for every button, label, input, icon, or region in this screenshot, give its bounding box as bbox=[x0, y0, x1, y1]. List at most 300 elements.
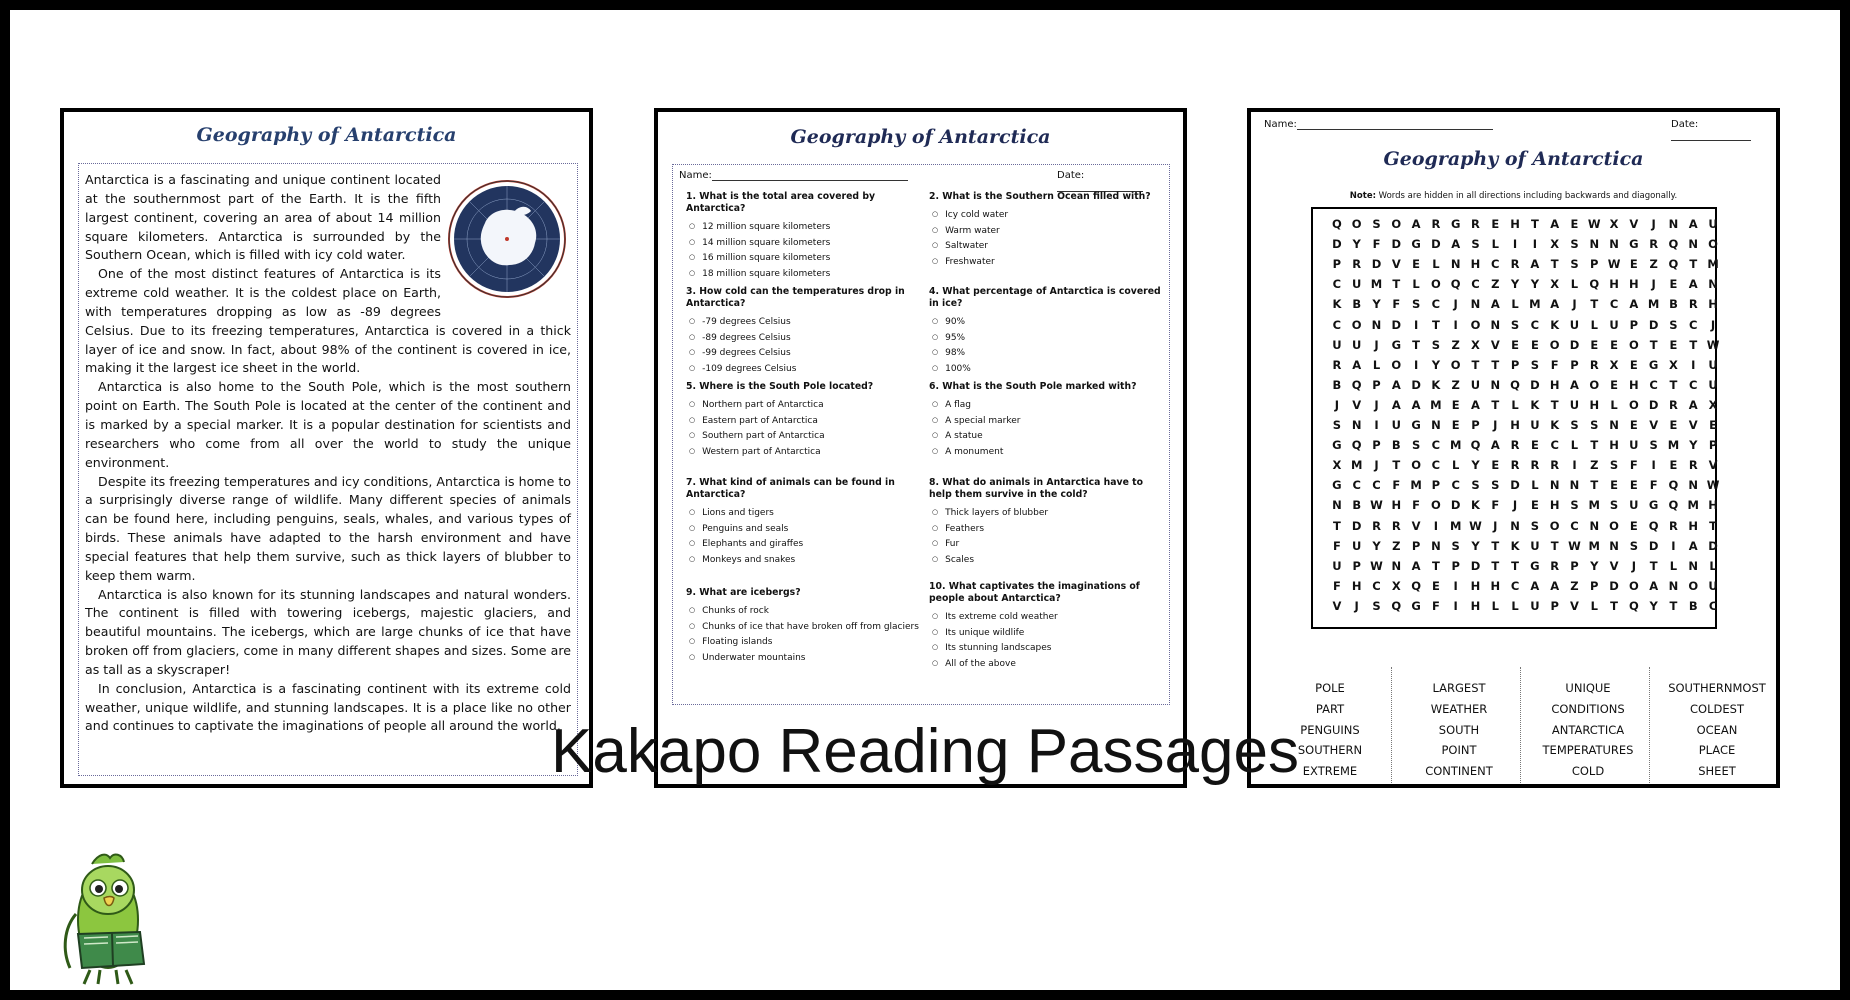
grid-letter[interactable]: E bbox=[1610, 377, 1618, 392]
grid-letter[interactable]: N bbox=[1351, 418, 1362, 432]
grid-letter[interactable]: P bbox=[1411, 538, 1421, 553]
grid-letter[interactable]: T bbox=[1471, 357, 1480, 372]
answer-option[interactable]: ○ Scales bbox=[932, 553, 1165, 569]
grid-letter[interactable]: D bbox=[1569, 337, 1580, 352]
answer-option[interactable]: ○ -109 degrees Celsius bbox=[689, 362, 922, 378]
grid-letter[interactable]: G bbox=[1391, 337, 1402, 352]
grid-letter[interactable]: O bbox=[1391, 357, 1402, 372]
grid-letter[interactable]: J bbox=[1374, 458, 1379, 473]
grid-letter[interactable]: A bbox=[1411, 558, 1421, 573]
grid-letter[interactable]: E bbox=[1629, 257, 1638, 272]
grid-letter[interactable]: F bbox=[1392, 297, 1401, 312]
grid-letter[interactable]: C bbox=[1609, 297, 1619, 312]
grid-letter[interactable]: I bbox=[1651, 458, 1656, 473]
grid-letter[interactable]: J bbox=[1493, 418, 1498, 432]
answer-option[interactable]: ○ A monument bbox=[932, 445, 1165, 461]
grid-letter[interactable]: B bbox=[1391, 438, 1401, 453]
grid-letter[interactable]: S bbox=[1590, 418, 1599, 432]
grid-letter[interactable]: C bbox=[1431, 297, 1441, 312]
grid-letter[interactable]: Q bbox=[1391, 598, 1402, 613]
grid-letter[interactable]: I bbox=[1572, 458, 1577, 473]
grid-letter[interactable]: N bbox=[1391, 558, 1402, 573]
grid-letter[interactable]: M bbox=[1687, 498, 1699, 513]
grid-letter[interactable]: W bbox=[1568, 538, 1581, 553]
answer-option[interactable]: ○ 90% bbox=[932, 315, 1165, 331]
answer-option[interactable]: ○ Chunks of rock bbox=[689, 604, 922, 620]
grid-letter[interactable]: B bbox=[1669, 297, 1678, 312]
grid-letter[interactable]: I bbox=[1671, 538, 1676, 553]
grid-letter[interactable]: P bbox=[1451, 558, 1460, 573]
grid-letter[interactable]: Z bbox=[1590, 458, 1599, 473]
grid-letter[interactable]: F bbox=[1649, 478, 1658, 493]
grid-letter[interactable]: J bbox=[1631, 558, 1636, 573]
grid-letter[interactable]: D bbox=[1530, 377, 1540, 392]
grid-letter[interactable]: A bbox=[1550, 217, 1560, 231]
grid-letter[interactable]: W bbox=[1469, 518, 1482, 533]
grid-letter[interactable]: Z bbox=[1570, 578, 1579, 593]
grid-letter[interactable]: H bbox=[1510, 217, 1520, 231]
grid-letter[interactable]: S bbox=[1609, 498, 1619, 513]
answer-option[interactable]: ○ 100% bbox=[932, 362, 1165, 378]
grid-letter[interactable]: I bbox=[1453, 317, 1458, 332]
grid-letter[interactable]: E bbox=[1629, 357, 1638, 372]
grid-letter[interactable]: J bbox=[1374, 397, 1379, 412]
grid-letter[interactable]: N bbox=[1431, 538, 1441, 553]
grid-letter[interactable]: Y bbox=[1510, 277, 1520, 292]
grid-letter[interactable]: C bbox=[1431, 458, 1441, 473]
grid-letter[interactable]: M bbox=[1647, 297, 1660, 312]
grid-letter[interactable]: T bbox=[1431, 558, 1440, 573]
answer-option[interactable]: ○ A statue bbox=[932, 429, 1165, 445]
grid-letter[interactable]: P bbox=[1708, 438, 1718, 453]
grid-letter[interactable]: R bbox=[1550, 458, 1560, 473]
grid-letter[interactable]: E bbox=[1629, 418, 1638, 432]
grid-letter[interactable]: H bbox=[1609, 438, 1619, 453]
grid-letter[interactable]: U bbox=[1530, 538, 1540, 553]
grid-letter[interactable]: D bbox=[1609, 578, 1619, 593]
grid-letter[interactable]: A bbox=[1688, 538, 1698, 553]
grid-letter[interactable]: I bbox=[1413, 317, 1419, 332]
grid-letter[interactable]: P bbox=[1352, 558, 1361, 573]
grid-letter[interactable]: O bbox=[1708, 237, 1718, 252]
grid-letter[interactable]: N bbox=[1490, 377, 1501, 392]
grid-letter[interactable]: M bbox=[1449, 518, 1462, 533]
grid-letter[interactable]: F bbox=[1372, 237, 1381, 252]
grid-letter[interactable]: A bbox=[1411, 217, 1421, 231]
grid-letter[interactable]: Y bbox=[1649, 598, 1658, 613]
grid-letter[interactable]: N bbox=[1371, 317, 1382, 332]
grid-letter[interactable]: J bbox=[1651, 217, 1656, 231]
grid-letter[interactable]: N bbox=[1549, 478, 1560, 493]
grid-letter[interactable]: L bbox=[1590, 598, 1598, 613]
grid-letter[interactable]: G bbox=[1648, 357, 1659, 372]
answer-option[interactable]: ○ -99 degrees Celsius bbox=[689, 346, 922, 362]
grid-letter[interactable]: U bbox=[1629, 498, 1639, 513]
grid-letter[interactable]: S bbox=[1669, 317, 1678, 332]
grid-letter[interactable]: X bbox=[1391, 578, 1401, 593]
grid-letter[interactable]: R bbox=[1688, 458, 1698, 473]
grid-letter[interactable]: T bbox=[1530, 217, 1539, 231]
grid-letter[interactable]: Q bbox=[1450, 277, 1461, 292]
grid-letter[interactable]: E bbox=[1590, 337, 1599, 352]
grid-letter[interactable]: C bbox=[1451, 478, 1460, 493]
grid-letter[interactable]: A bbox=[1550, 297, 1560, 312]
grid-letter[interactable]: A bbox=[1688, 217, 1698, 231]
grid-letter[interactable]: O bbox=[1430, 498, 1441, 513]
grid-letter[interactable]: S bbox=[1471, 478, 1480, 493]
answer-option[interactable]: ○ Its stunning landscapes bbox=[932, 641, 1165, 657]
grid-letter[interactable]: A bbox=[1391, 377, 1401, 392]
grid-letter[interactable]: V bbox=[1352, 397, 1362, 412]
grid-letter[interactable]: R bbox=[1530, 458, 1540, 473]
grid-letter[interactable]: N bbox=[1569, 478, 1580, 493]
grid-letter[interactable]: R bbox=[1391, 518, 1401, 533]
grid-letter[interactable]: L bbox=[1511, 397, 1519, 412]
grid-letter[interactable]: E bbox=[1491, 217, 1500, 231]
grid-letter[interactable]: U bbox=[1569, 317, 1580, 332]
grid-letter[interactable]: O bbox=[1628, 337, 1639, 352]
grid-letter[interactable]: T bbox=[1491, 558, 1500, 573]
answer-option[interactable]: ○ 16 million square kilometers bbox=[689, 251, 922, 267]
answer-option[interactable]: ○ Thick layers of blubber bbox=[932, 506, 1165, 522]
grid-letter[interactable]: J bbox=[1374, 337, 1379, 352]
grid-letter[interactable]: S bbox=[1491, 478, 1500, 493]
grid-letter[interactable]: A bbox=[1490, 297, 1500, 312]
grid-letter[interactable]: P bbox=[1332, 257, 1342, 272]
grid-letter[interactable]: J bbox=[1512, 498, 1518, 513]
answer-option[interactable]: ○ Northern part of Antarctica bbox=[689, 398, 922, 414]
grid-letter[interactable]: E bbox=[1431, 578, 1440, 593]
grid-letter[interactable]: M bbox=[1410, 478, 1422, 493]
grid-letter[interactable]: G bbox=[1648, 498, 1659, 513]
grid-letter[interactable]: Q bbox=[1411, 578, 1421, 593]
grid-letter[interactable]: C bbox=[1332, 317, 1342, 332]
grid-letter[interactable]: N bbox=[1708, 277, 1718, 292]
grid-letter[interactable]: M bbox=[1529, 297, 1541, 312]
grid-letter[interactable]: I bbox=[1512, 237, 1518, 252]
grid-letter[interactable]: D bbox=[1510, 478, 1520, 493]
answer-option[interactable]: ○ Feathers bbox=[932, 522, 1165, 538]
grid-letter[interactable]: T bbox=[1511, 558, 1519, 573]
grid-letter[interactable]: A bbox=[1530, 578, 1540, 593]
grid-letter[interactable]: S bbox=[1510, 317, 1520, 332]
grid-letter[interactable]: E bbox=[1451, 397, 1460, 412]
grid-letter[interactable]: T bbox=[1392, 277, 1401, 292]
grid-letter[interactable]: I bbox=[1433, 518, 1439, 533]
grid-letter[interactable]: U bbox=[1332, 337, 1342, 352]
grid-letter[interactable]: S bbox=[1530, 357, 1540, 372]
grid-letter[interactable]: O bbox=[1470, 317, 1481, 332]
grid-letter[interactable]: E bbox=[1669, 418, 1678, 432]
grid-letter[interactable]: T bbox=[1412, 337, 1421, 352]
grid-letter[interactable]: J bbox=[1354, 598, 1359, 613]
grid-letter[interactable]: W bbox=[1370, 498, 1383, 513]
grid-letter[interactable]: T bbox=[1550, 257, 1559, 272]
grid-letter[interactable]: Z bbox=[1649, 257, 1658, 272]
grid-letter[interactable]: F bbox=[1431, 598, 1440, 613]
grid-letter[interactable]: H bbox=[1470, 578, 1481, 593]
grid-letter[interactable]: P bbox=[1372, 377, 1381, 392]
grid-letter[interactable]: L bbox=[1709, 558, 1717, 573]
grid-letter[interactable]: V bbox=[1332, 598, 1342, 613]
grid-letter[interactable]: T bbox=[1610, 598, 1618, 613]
grid-letter[interactable]: R bbox=[1471, 217, 1480, 231]
grid-letter[interactable]: I bbox=[1413, 357, 1419, 372]
grid-letter[interactable]: Q bbox=[1589, 277, 1600, 292]
grid-letter[interactable]: O bbox=[1609, 518, 1619, 533]
grid-letter[interactable]: F bbox=[1412, 498, 1421, 513]
answer-option[interactable]: ○ 12 million square kilometers bbox=[689, 220, 922, 236]
grid-letter[interactable]: X bbox=[1708, 397, 1718, 412]
grid-letter[interactable]: P bbox=[1471, 418, 1480, 432]
grid-letter[interactable]: E bbox=[1511, 337, 1519, 352]
grid-letter[interactable]: H bbox=[1589, 397, 1600, 412]
grid-letter[interactable]: W bbox=[1587, 217, 1601, 231]
grid-letter[interactable]: Y bbox=[1471, 538, 1480, 553]
grid-letter[interactable]: F bbox=[1392, 478, 1401, 493]
grid-letter[interactable]: E bbox=[1669, 458, 1678, 473]
grid-letter[interactable]: V bbox=[1490, 337, 1500, 352]
grid-letter[interactable]: A bbox=[1530, 257, 1540, 272]
grid-letter[interactable]: H bbox=[1470, 598, 1481, 613]
grid-letter[interactable]: E bbox=[1669, 277, 1678, 292]
grid-letter[interactable]: H bbox=[1470, 257, 1481, 272]
grid-letter[interactable]: A bbox=[1688, 277, 1698, 292]
grid-letter[interactable]: C bbox=[1372, 478, 1381, 493]
grid-letter[interactable]: J bbox=[1710, 317, 1716, 332]
grid-letter[interactable]: T bbox=[1649, 337, 1658, 352]
grid-letter[interactable]: Z bbox=[1491, 277, 1500, 292]
grid-letter[interactable]: S bbox=[1411, 297, 1421, 312]
grid-letter[interactable]: E bbox=[1610, 337, 1618, 352]
grid-letter[interactable]: W bbox=[1607, 257, 1621, 272]
grid-letter[interactable]: Q bbox=[1470, 438, 1481, 453]
grid-letter[interactable]: R bbox=[1669, 397, 1678, 412]
grid-letter[interactable]: R bbox=[1510, 257, 1520, 272]
grid-letter[interactable]: K bbox=[1332, 297, 1342, 312]
grid-letter[interactable]: R bbox=[1649, 237, 1659, 252]
grid-letter[interactable]: O bbox=[1628, 578, 1639, 593]
grid-letter[interactable]: M bbox=[1667, 438, 1680, 453]
grid-letter[interactable]: L bbox=[1491, 237, 1499, 252]
answer-option[interactable]: ○ Eastern part of Antarctica bbox=[689, 414, 922, 430]
grid-letter[interactable]: N bbox=[1609, 418, 1619, 432]
grid-letter[interactable]: P bbox=[1629, 317, 1639, 332]
grid-letter[interactable]: T bbox=[1709, 518, 1717, 533]
grid-letter[interactable]: O bbox=[1589, 377, 1600, 392]
grid-letter[interactable]: C bbox=[1332, 277, 1342, 292]
grid-letter[interactable]: H bbox=[1688, 518, 1699, 533]
grid-letter[interactable]: A bbox=[1649, 578, 1659, 593]
grid-letter[interactable]: D bbox=[1371, 257, 1382, 272]
grid-letter[interactable]: V bbox=[1570, 598, 1579, 613]
grid-letter[interactable]: D bbox=[1648, 317, 1659, 332]
grid-letter[interactable]: P bbox=[1510, 357, 1520, 372]
grid-letter[interactable]: R bbox=[1688, 297, 1698, 312]
grid-letter[interactable]: S bbox=[1609, 458, 1619, 473]
grid-letter[interactable]: B bbox=[1352, 498, 1362, 513]
grid-letter[interactable]: C bbox=[1372, 578, 1381, 593]
grid-letter[interactable]: H bbox=[1609, 277, 1619, 292]
grid-letter[interactable]: O bbox=[1688, 578, 1699, 593]
grid-letter[interactable]: N bbox=[1609, 538, 1619, 553]
grid-letter[interactable]: E bbox=[1412, 257, 1421, 272]
grid-letter[interactable]: U bbox=[1391, 418, 1401, 432]
grid-letter[interactable]: K bbox=[1431, 377, 1441, 392]
grid-letter[interactable]: Y bbox=[1372, 538, 1381, 553]
grid-letter[interactable]: F bbox=[1332, 538, 1341, 553]
grid-letter[interactable]: I bbox=[1532, 237, 1537, 252]
grid-letter[interactable]: M bbox=[1449, 438, 1462, 453]
grid-letter[interactable]: N bbox=[1431, 418, 1441, 432]
grid-letter[interactable]: L bbox=[1610, 397, 1618, 412]
grid-letter[interactable]: R bbox=[1510, 438, 1520, 453]
answer-option[interactable]: ○ Western part of Antarctica bbox=[689, 445, 922, 461]
grid-letter[interactable]: J bbox=[1651, 277, 1656, 292]
grid-letter[interactable]: T bbox=[1590, 438, 1599, 453]
grid-letter[interactable]: U bbox=[1530, 598, 1540, 613]
grid-letter[interactable]: S bbox=[1471, 237, 1480, 252]
grid-letter[interactable]: P bbox=[1431, 478, 1441, 493]
grid-letter[interactable]: B bbox=[1332, 377, 1342, 392]
grid-letter[interactable]: Q bbox=[1351, 377, 1362, 392]
grid-letter[interactable]: S bbox=[1629, 538, 1638, 553]
grid-letter[interactable]: U bbox=[1629, 438, 1639, 453]
grid-letter[interactable]: F bbox=[1550, 357, 1559, 372]
grid-letter[interactable]: Z bbox=[1392, 538, 1401, 553]
grid-letter[interactable]: W bbox=[1370, 558, 1383, 573]
grid-letter[interactable]: G bbox=[1450, 217, 1461, 231]
grid-letter[interactable]: C bbox=[1530, 317, 1540, 332]
grid-letter[interactable]: R bbox=[1431, 217, 1441, 231]
grid-letter[interactable]: S bbox=[1372, 598, 1381, 613]
grid-letter[interactable]: C bbox=[1689, 377, 1698, 392]
grid-letter[interactable]: A bbox=[1391, 397, 1401, 412]
grid-letter[interactable]: F bbox=[1332, 578, 1341, 593]
grid-letter[interactable]: N bbox=[1668, 217, 1679, 231]
grid-letter[interactable]: B bbox=[1352, 297, 1362, 312]
grid-letter[interactable]: P bbox=[1372, 438, 1381, 453]
grid-letter[interactable]: L bbox=[1491, 598, 1499, 613]
answer-option[interactable]: ○ All of the above bbox=[932, 657, 1165, 673]
grid-letter[interactable]: W bbox=[1706, 478, 1720, 493]
grid-letter[interactable]: S bbox=[1570, 498, 1579, 513]
grid-letter[interactable]: S bbox=[1530, 518, 1540, 533]
grid-letter[interactable]: L bbox=[1531, 478, 1539, 493]
grid-letter[interactable]: Q bbox=[1668, 478, 1679, 493]
grid-letter[interactable]: C bbox=[1491, 257, 1500, 272]
grid-letter[interactable]: E bbox=[1709, 418, 1717, 432]
grid-letter[interactable]: G bbox=[1530, 558, 1540, 573]
grid-letter[interactable]: X bbox=[1471, 337, 1480, 352]
answer-option[interactable]: ○ A flag bbox=[932, 398, 1165, 414]
grid-letter[interactable]: H bbox=[1549, 498, 1560, 513]
grid-letter[interactable]: O bbox=[1628, 397, 1639, 412]
grid-letter[interactable]: E bbox=[1530, 438, 1539, 453]
grid-letter[interactable]: H bbox=[1708, 297, 1718, 312]
grid-letter[interactable]: Z bbox=[1451, 337, 1460, 352]
grid-letter[interactable]: S bbox=[1451, 538, 1460, 553]
grid-letter[interactable]: T bbox=[1669, 598, 1678, 613]
answer-option[interactable]: ○ 18 million square kilometers bbox=[689, 267, 922, 283]
grid-letter[interactable]: U bbox=[1352, 538, 1362, 553]
grid-letter[interactable]: R bbox=[1589, 357, 1599, 372]
grid-letter[interactable]: S bbox=[1431, 337, 1441, 352]
answer-option[interactable]: ○ -89 degrees Celsius bbox=[689, 331, 922, 347]
grid-letter[interactable]: V bbox=[1391, 257, 1401, 272]
grid-letter[interactable]: A bbox=[1411, 397, 1421, 412]
answer-option[interactable]: ○ Elephants and giraffes bbox=[689, 537, 922, 553]
grid-letter[interactable]: M bbox=[1588, 498, 1600, 513]
grid-letter[interactable]: L bbox=[1570, 438, 1579, 453]
grid-letter[interactable]: P bbox=[1570, 558, 1579, 573]
grid-letter[interactable]: N bbox=[1332, 498, 1342, 513]
answer-option[interactable]: ○ -79 degrees Celsius bbox=[689, 315, 922, 331]
grid-letter[interactable]: E bbox=[1629, 478, 1638, 493]
grid-letter[interactable]: M bbox=[1350, 458, 1363, 473]
grid-letter[interactable]: A bbox=[1629, 297, 1639, 312]
grid-letter[interactable]: H bbox=[1629, 277, 1639, 292]
grid-letter[interactable]: D bbox=[1648, 397, 1659, 412]
grid-letter[interactable]: L bbox=[1412, 277, 1420, 292]
grid-letter[interactable]: N bbox=[1688, 558, 1699, 573]
grid-letter[interactable]: G bbox=[1411, 237, 1421, 252]
grid-letter[interactable]: D bbox=[1411, 377, 1421, 392]
answer-option[interactable]: ○ Fur bbox=[932, 537, 1165, 553]
grid-letter[interactable]: S bbox=[1649, 438, 1658, 453]
grid-letter[interactable]: T bbox=[1491, 397, 1500, 412]
grid-letter[interactable]: Y bbox=[1372, 297, 1381, 312]
grid-letter[interactable]: N bbox=[1470, 297, 1481, 312]
grid-letter[interactable]: E bbox=[1491, 458, 1500, 473]
grid-letter[interactable]: G bbox=[1332, 438, 1342, 453]
grid-letter[interactable]: U bbox=[1708, 578, 1718, 593]
grid-letter[interactable]: R bbox=[1332, 357, 1342, 372]
grid-letter[interactable]: P bbox=[1590, 257, 1599, 272]
grid-letter[interactable]: N bbox=[1589, 237, 1600, 252]
answer-option[interactable]: ○ Chunks of ice that have broken off from glaciers bbox=[689, 620, 922, 636]
grid-letter[interactable]: C bbox=[1510, 578, 1520, 593]
answer-option[interactable]: ○ Saltwater bbox=[932, 239, 1165, 255]
grid-letter[interactable]: Y bbox=[1530, 277, 1540, 292]
grid-letter[interactable]: R bbox=[1550, 558, 1560, 573]
grid-letter[interactable]: D bbox=[1450, 498, 1461, 513]
grid-letter[interactable]: T bbox=[1392, 458, 1401, 473]
grid-letter[interactable]: E bbox=[1570, 217, 1579, 231]
grid-letter[interactable]: Q bbox=[1628, 598, 1639, 613]
grid-letter[interactable]: E bbox=[1629, 518, 1638, 533]
grid-letter[interactable]: U bbox=[1530, 418, 1540, 432]
grid-letter[interactable]: I bbox=[1453, 598, 1458, 613]
grid-letter[interactable]: D bbox=[1648, 538, 1659, 553]
grid-letter[interactable]: S bbox=[1372, 217, 1381, 231]
grid-letter[interactable]: K bbox=[1550, 317, 1560, 332]
grid-letter[interactable]: T bbox=[1649, 558, 1658, 573]
grid-letter[interactable]: Q bbox=[1668, 257, 1679, 272]
grid-letter[interactable]: X bbox=[1550, 237, 1560, 252]
grid-letter[interactable]: L bbox=[1590, 317, 1598, 332]
grid-letter[interactable]: Q bbox=[1648, 518, 1659, 533]
grid-letter[interactable]: G bbox=[1411, 598, 1421, 613]
answer-option[interactable]: ○ 95% bbox=[932, 331, 1165, 347]
answer-option[interactable]: ○ 98% bbox=[932, 346, 1165, 362]
grid-letter[interactable]: R bbox=[1669, 518, 1678, 533]
grid-letter[interactable]: T bbox=[1550, 538, 1559, 553]
answer-option[interactable]: ○ Its extreme cold weather bbox=[932, 610, 1165, 626]
grid-letter[interactable]: D bbox=[1332, 237, 1342, 252]
grid-letter[interactable]: X bbox=[1332, 458, 1342, 473]
grid-letter[interactable]: I bbox=[1691, 357, 1696, 372]
